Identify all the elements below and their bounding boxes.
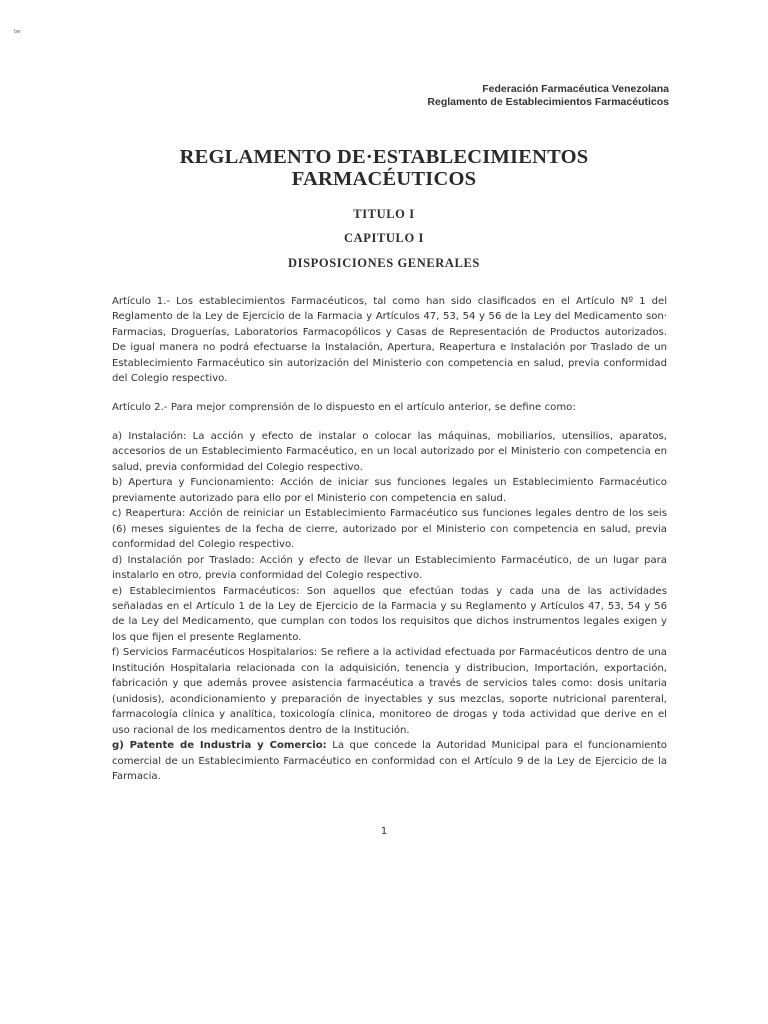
definition-c-term: c) Reapertura: [112,508,186,520]
definition-d-term: d) Instalación por Traslado: [112,554,255,566]
definition-b-text: Acción de iniciar sus funciones legales un Establecimiento Farmacéutico previamente autorizado para ello por el Ministerio con competencia en salud. [112,477,667,504]
capitulo-heading: CAPITULO I [344,231,424,245]
definition-g [112,738,667,784]
document-title [0,146,768,190]
definition-b-term: b) Apertura y Funcionamiento: [112,477,275,489]
definition-g-text: La que concede la Autoridad Municipal para el funcionamiento comercial de un Establecimiento Farmacéutico en conformidad con el Artículo 9 de la Ley de Ejercicio de la Farmacia. [112,740,667,782]
definition-f-text: Se refiere a la actividad efectuada por Farmacéuticos dentro de una Institución Hospitalaria relacionada con la adquisición, tenencia y distribucion, Importación, exportación, fabricación y que además provee asistencia farmacéutica a través de servicios tales como: dosis unitaria (unidosis), acondicionamiento y preparación de inyectables y sus mezclas, soporte nutricional parenteral, farmacología clínica y analítica, toxicología clínica, monitoreo de drogas y toda actividad que derive en el uso racional de los medicamentos dentro de la Institución. [112,647,667,736]
definition-e-term: e) Establecimientos Farmacéuticos: [112,585,300,597]
definition-f [112,645,667,738]
definition-a [112,429,667,475]
running-header [427,83,669,109]
articulo-2 [112,400,667,415]
header-document-name: Reglamento de Establecimientos Farmacéuticos [427,96,669,108]
page-number: 1 [380,826,388,837]
corner-mark: bw [14,29,21,35]
articulo-1-text: Artículo 1.- Los establecimientos Farmacéuticos, tal como han sido clasificados en el Artículo Nº 1 del Reglamento de la Ley de Ejercicio de la Farmacia y Artículos 47, 53, 54 y 56 de la Ley del Medicamento son· Farmacias, Droguerías, Laboratorios Farmacopólicos y Casas de Representación de Productos autorizados. De igual manera no podrá efectuarse la Instalación, Apertura, Reapertura e Instalación por Traslado de un Establecimiento Farmacéutico sin autorización del Ministerio con competencia en salud, previa conformidad del Colegio respectivo. [112,296,667,385]
definition-a-text: La acción y efecto de instalar o colocar las máquinas, mobiliarios, utensilios, aparatos, accesorios de un Establecimiento Farmacéutico, en un local autorizado por el Ministerio con competencia en salud, previa conformidad del Colegio respectivo. [112,431,667,473]
title-line-2: FARMACÉUTICOS [291,168,477,190]
articulo-1 [112,294,667,387]
definition-f-term: f) Servicios Farmacéuticos Hospitalarios: [112,647,318,659]
definition-e [112,584,667,646]
definition-g-term: g) Patente de Industria y Comercio: [112,740,327,752]
definition-c-text: Acción de reiniciar un Establecimiento Farmacéutico sus funciones legales dentro de los seis (6) meses siguientes de la fecha de cierre, autorizado por el Ministerio con competencia en salud, previa conformidad del Colegio respectivo. [112,508,667,551]
definition-a-term: a) Instalación: [112,431,187,442]
definition-b [112,475,667,506]
header-organization: Federación Farmacéutica Venezolana [482,83,669,95]
definitions-list [112,429,667,784]
definition-d-text: Acción y efecto de llevar un Establecimiento Farmacéutico, de un lugar para instalarlo en otro, previa conformidad del Colegio respectivo. [112,554,667,582]
definition-d [112,553,667,584]
titulo-heading: TITULO I [353,207,415,221]
definition-c [112,506,667,552]
articulo-2-text: Artículo 2.- Para mejor comprensión de lo dispuesto en el artículo anterior, se define como: [112,402,576,413]
disposiciones-heading: DISPOSICIONES GENERALES [288,256,480,270]
definition-e-text: Son aquellos que efectúan todas y cada una de las actividades señaladas en el Artículo 1 de la Ley de Ejercicio de la Farmacia y su Reglamento y Artículos 47, 53, 54 y 56 de la Ley del Medicamento, que cumplan con todos los requisitos que dichos instrumentos legales exigen y los que fijen el presente Reglamento. [112,585,667,643]
title-line-1: REGLAMENTO DE·ESTABLECIMIENTOS [179,146,589,168]
